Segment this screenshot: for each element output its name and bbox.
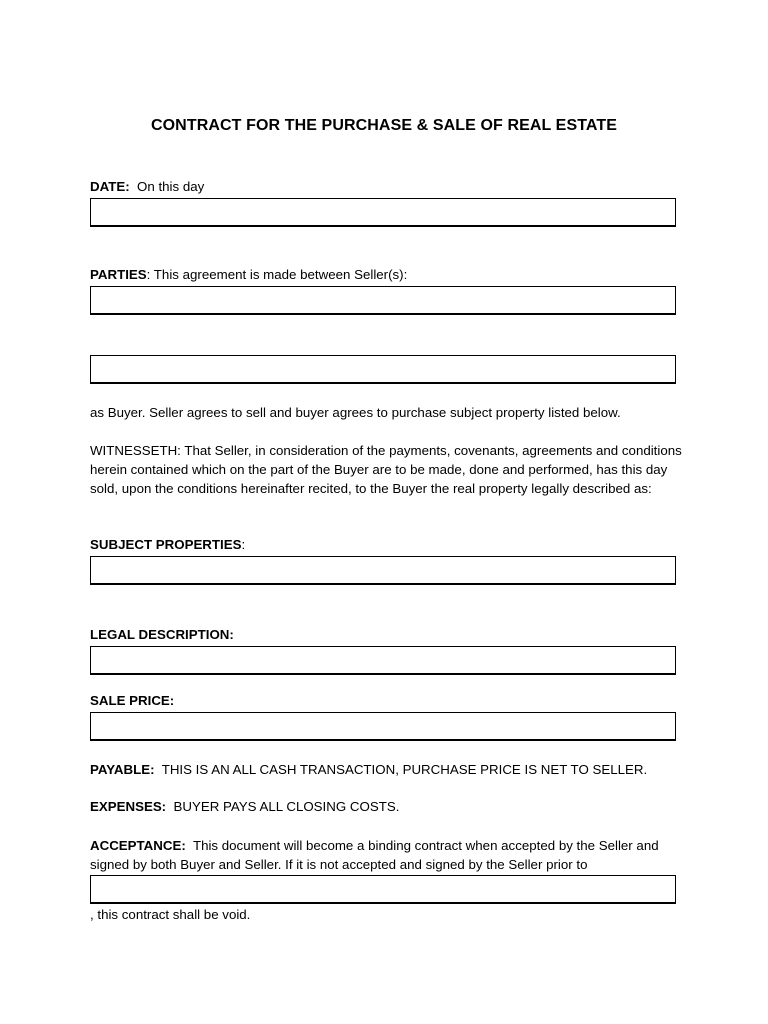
payable-label: PAYABLE: bbox=[90, 762, 155, 777]
acceptance-label: ACCEPTANCE: bbox=[90, 838, 186, 853]
page-title: CONTRACT FOR THE PURCHASE & SALE OF REAL ESTATE bbox=[150, 117, 618, 134]
acceptance-void-line: , this contract shall be void. bbox=[90, 907, 251, 922]
date-field[interactable] bbox=[90, 198, 676, 227]
parties-line bbox=[90, 265, 407, 284]
legal-description-field[interactable] bbox=[90, 646, 676, 675]
expenses-line bbox=[90, 797, 399, 816]
parties-label: PARTIES bbox=[90, 267, 147, 282]
sale-price-field[interactable] bbox=[90, 712, 676, 741]
sale-price-label: SALE PRICE: bbox=[90, 693, 175, 708]
expenses-label: EXPENSES: bbox=[90, 799, 167, 814]
acceptance-date-field[interactable] bbox=[90, 875, 676, 904]
buyer-line: as Buyer. Seller agrees to sell and buyer agrees to purchase subject property listed below. bbox=[90, 405, 621, 420]
subject-properties-suffix: : bbox=[241, 537, 246, 552]
legal-description-label: LEGAL DESCRIPTION: bbox=[90, 627, 234, 642]
payable-line bbox=[90, 760, 647, 779]
subject-properties-field[interactable] bbox=[90, 556, 676, 585]
acceptance-paragraph bbox=[90, 836, 670, 874]
witnesseth-paragraph: WITNESSETH: That Seller, in consideration of the payments, covenants, agreements and conditions herein contained which on the part of the Buyer are to be made, done and performed, has this day sold, upon the conditions hereinafter recited, to the Buyer the real property legally described as: bbox=[90, 443, 682, 496]
payable-text: THIS IS AN ALL CASH TRANSACTION, PURCHASE PRICE IS NET TO SELLER. bbox=[161, 762, 648, 777]
acceptance-text: This document will become a binding contract when accepted by the Seller and signed by both Buyer and Seller. If it is not accepted and signed by the Seller prior to bbox=[90, 838, 659, 872]
date-text: On this day bbox=[137, 179, 205, 194]
date-line bbox=[90, 177, 204, 196]
subject-properties-line bbox=[90, 535, 245, 554]
parties-text: : This agreement is made between Seller(s): bbox=[146, 267, 408, 282]
subject-properties-label: SUBJECT PROPERTIES bbox=[90, 537, 242, 552]
date-label: DATE: bbox=[90, 179, 130, 194]
seller-field[interactable] bbox=[90, 286, 676, 315]
expenses-text: BUYER PAYS ALL CLOSING COSTS. bbox=[173, 799, 400, 814]
buyer-field[interactable] bbox=[90, 355, 676, 384]
